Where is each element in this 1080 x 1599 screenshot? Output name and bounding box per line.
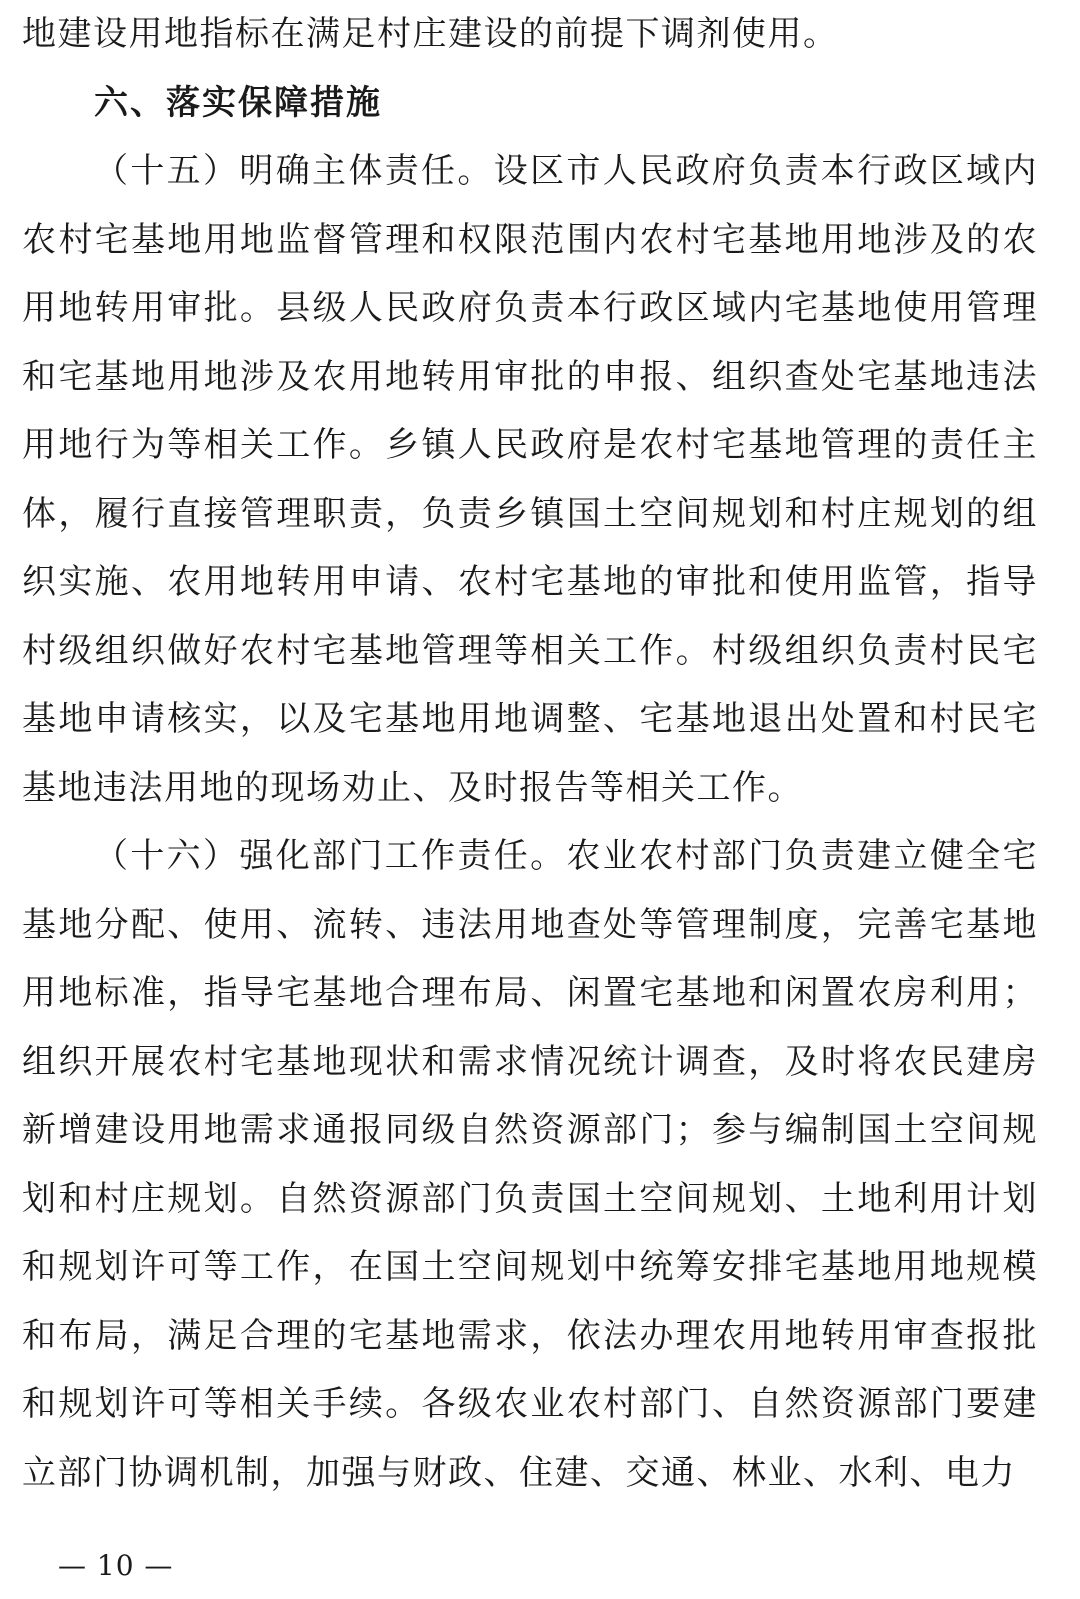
page-number: — 10 — [58,1549,174,1582]
carryover-paragraph: 地建设用地指标在满足村庄建设的前提下调剂使用。 [22,14,839,54]
paragraph-15: （十五）明确主体责任。设区市人民政府负责本行政区域内农村宅基地用地监督管理和权限范围内农村宅基地用地涉及的农用地转用审批。县级人民政府负责本行政区域内宅基地使用管理和宅基地用地涉及农用地转用审批的申报、组织查处宅基地违法用地行为等相关工作。乡镇人民政府是农村宅基地管理的责任主体，履行直接管理职责，负责乡镇国土空间规划和村庄规划的组织实施、农用地转用申请、农村宅基地的审批和使用监管，指导村级组织做好农村宅基地管理等相关工作。村级组织负责村民宅基地申请核实，以及宅基地用地调整、宅基地退出处置和村民宅基地违法用地的现场劝止、及时报告等相关工作。 [22,151,1038,808]
section-heading: 六、落实保障措施 [94,82,382,123]
paragraph-16: （十六）强化部门工作责任。农业农村部门负责建立健全宅基地分配、使用、流转、违法用地查处等管理制度，完善宅基地用地标准，指导宅基地合理布局、闲置宅基地和闲置农房利用；组织开展农村宅基地现状和需求情况统计调查，及时将农民建房新增建设用地需求通报同级自然资源部门；参与编制国土空间规划和村庄规划。自然资源部门负责国土空间规划、土地利用计划和规划许可等工作，在国土空间规划中统筹安排宅基地用地规模和布局，满足合理的宅基地需求，依法办理农用地转用审查报批和规划许可等相关手续。各级农业农村部门、自然资源部门要建立部门协调机制，加强与财政、住建、交通、林业、水利、电力 [22,836,1038,1493]
document-body [22,0,1038,1507]
